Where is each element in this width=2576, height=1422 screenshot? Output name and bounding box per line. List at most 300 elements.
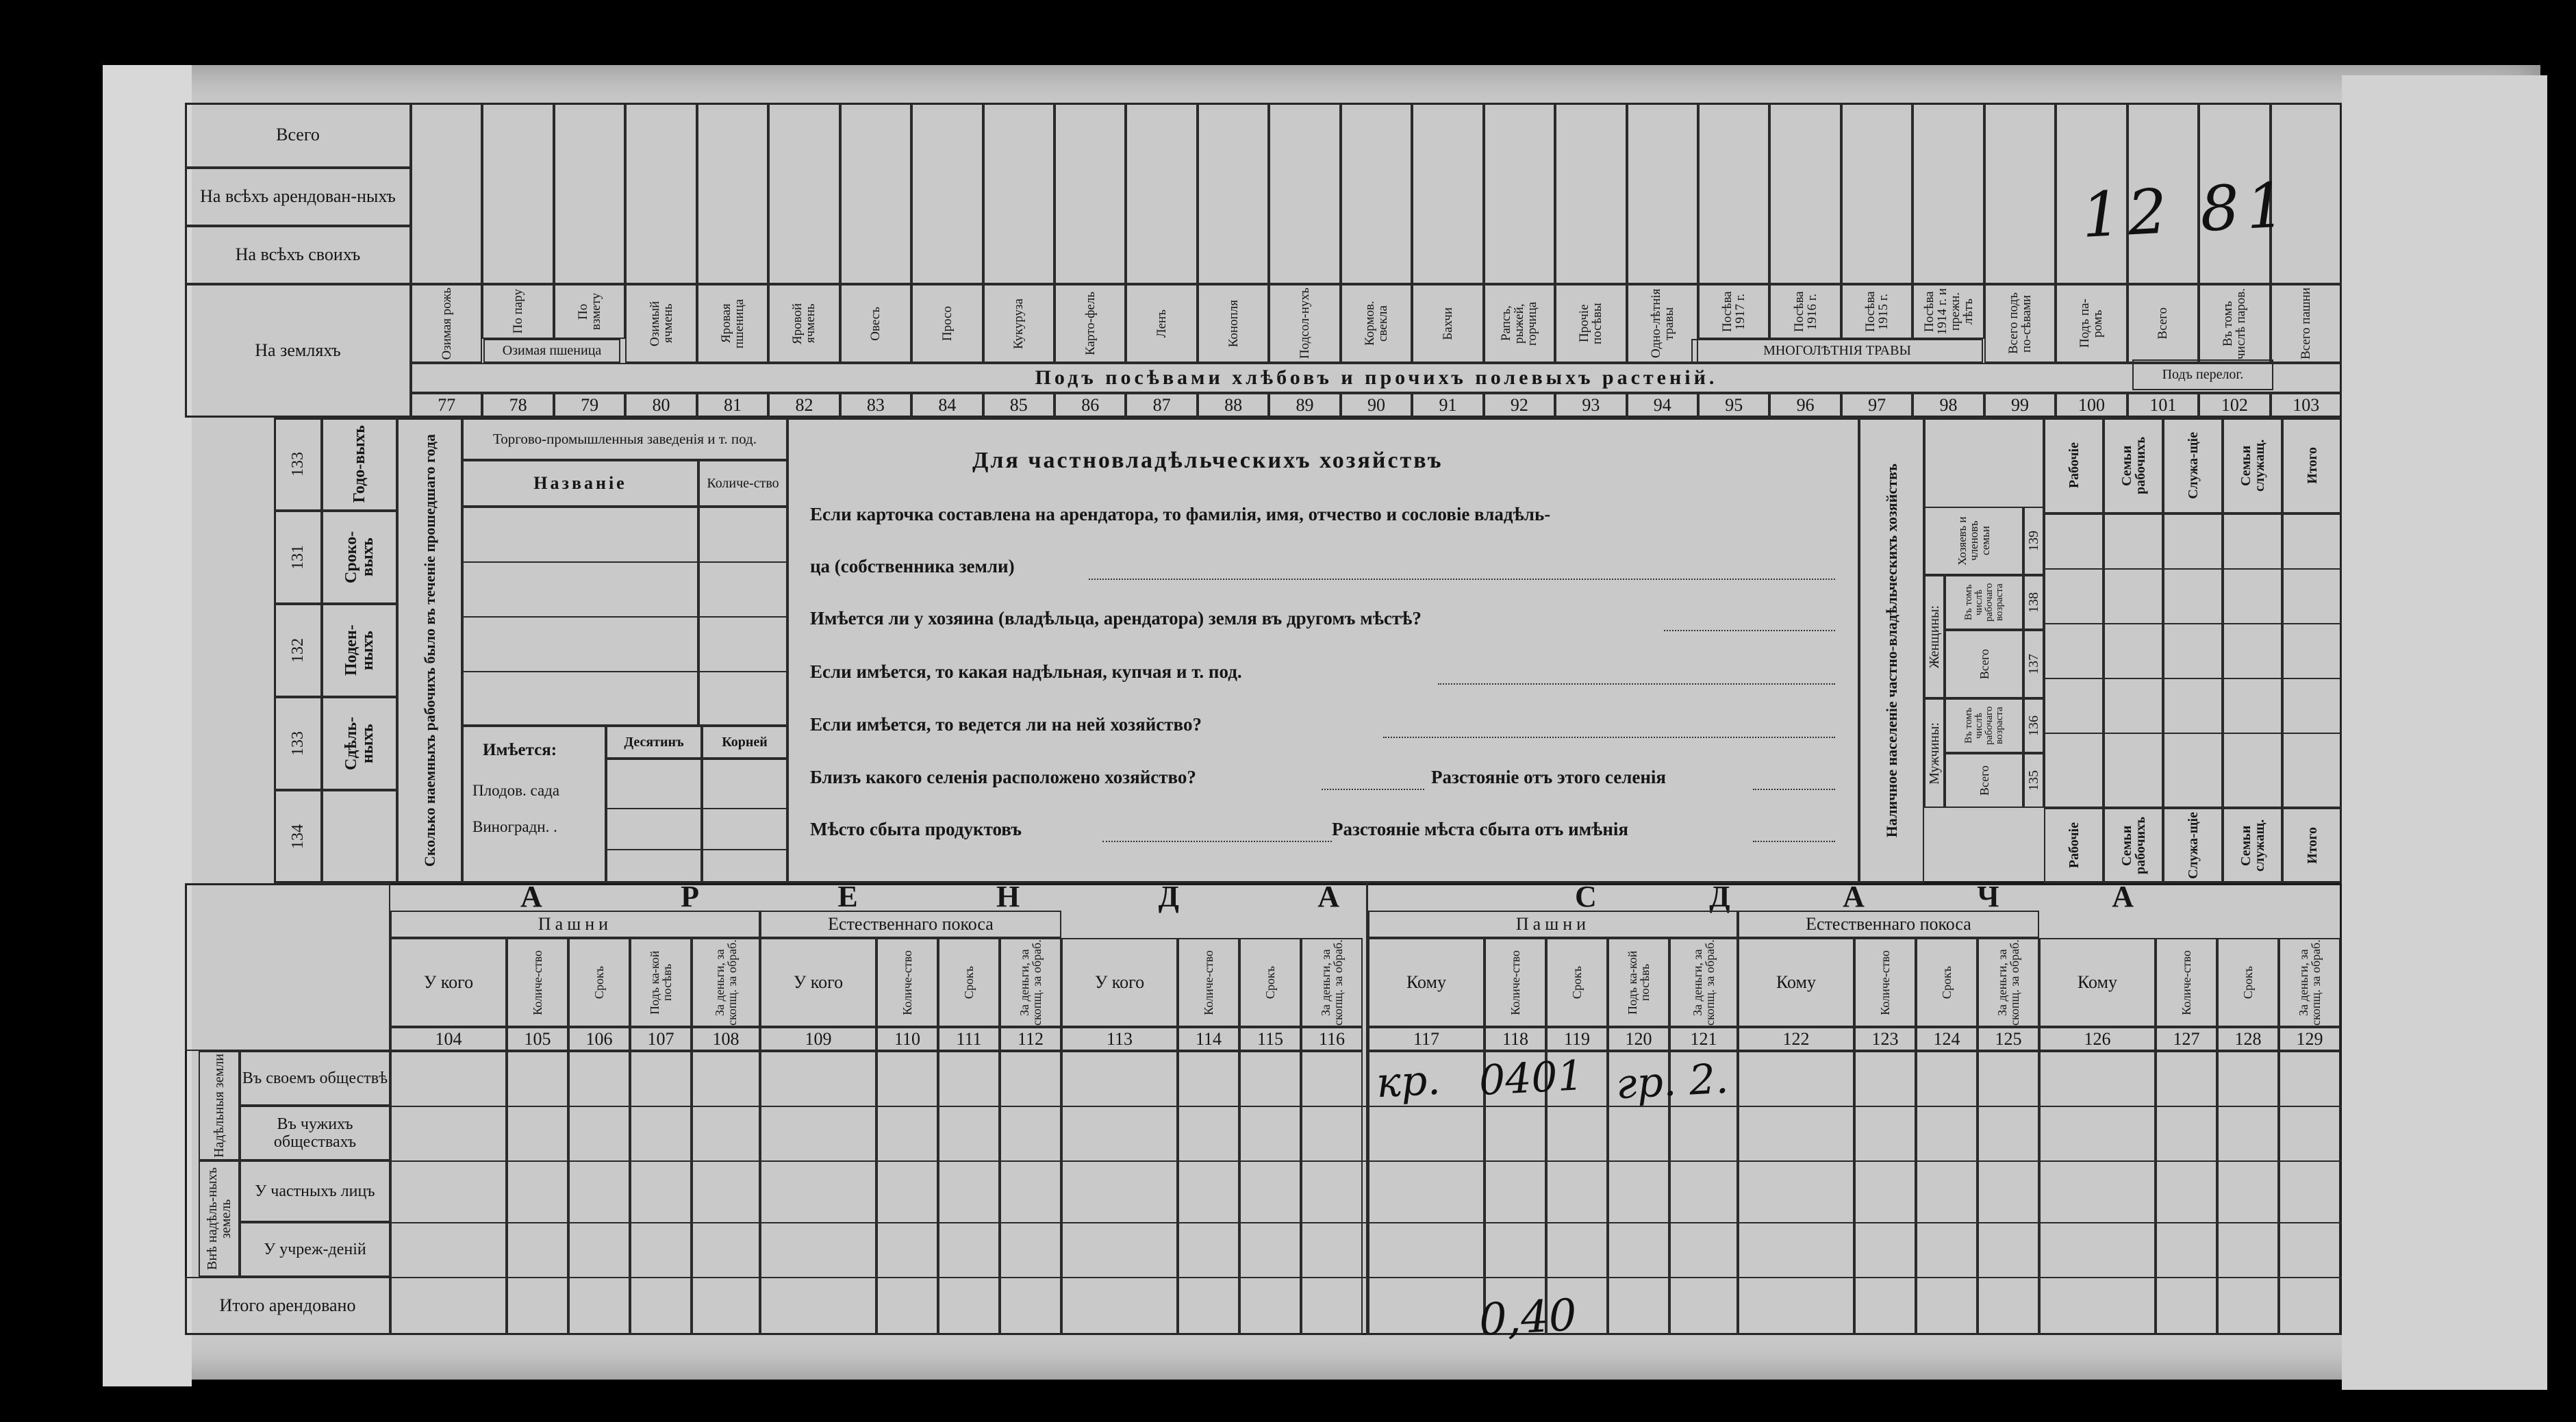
crop-number <box>911 393 983 418</box>
population-col-header <box>2163 418 2223 513</box>
private-line-1: Если карточка составлена на арендатора, то фамилія, имя, отчество и сословіе владѣль- <box>810 504 1551 524</box>
crop-number-text: 81 <box>723 395 742 415</box>
arenda-col-number-text: 112 <box>1017 1028 1044 1049</box>
crop-column <box>983 103 1055 284</box>
crop-header-text: Конопля <box>1226 299 1241 348</box>
crop-number <box>1769 393 1841 418</box>
arenda-col-header <box>568 938 630 1027</box>
paper-strip-left <box>103 65 192 1386</box>
crop-number <box>840 393 911 418</box>
arenda-col-number <box>1738 1027 1854 1051</box>
crop-header-text: Посѣва 1914 г. и прежн. лѣтъ <box>1921 288 1975 335</box>
population-total-label <box>1945 753 2023 808</box>
crop-number-text: 80 <box>652 395 670 415</box>
population-col-footer <box>2282 808 2342 883</box>
crop-number-text: 78 <box>509 395 527 415</box>
vineyard-label: Виноградн. . <box>472 818 557 835</box>
arenda-col-number <box>390 1027 507 1051</box>
arenda-col-number-text: 107 <box>647 1028 674 1049</box>
title-letter: С <box>1575 880 1600 913</box>
hozyaev-label <box>1924 507 2023 575</box>
title-letter: Н <box>996 880 1023 913</box>
title-letter: Е <box>837 880 861 913</box>
arenda-col-text: Кому <box>1406 972 1446 992</box>
pashni-text: Пашни <box>1515 913 1591 934</box>
trade-rule <box>462 671 787 672</box>
men-text: Мужчины: <box>1927 722 1942 785</box>
crop-header <box>1841 284 1912 339</box>
crop-number-text: 85 <box>1009 395 1028 415</box>
arenda-col-number-text: 106 <box>585 1028 613 1049</box>
crop-column <box>625 103 696 284</box>
crop-header-text: Просо <box>939 305 955 342</box>
crop-number <box>1841 393 1912 418</box>
worker-number <box>274 604 322 697</box>
private-line-7: Мѣсто сбыта продуктовъ <box>810 819 1022 839</box>
arenda-col-text: Подъ ка-кой посѣвъ <box>1626 950 1652 1015</box>
population-col-header <box>2104 418 2163 513</box>
arenda-row-text: Въ своемъ обществѣ <box>242 1069 388 1087</box>
crop-number-text: 101 <box>2149 395 2177 415</box>
crop-number-text: 103 <box>2293 395 2320 415</box>
arenda-row-label <box>240 1160 390 1222</box>
arenda-col-number-text: 113 <box>1106 1028 1133 1049</box>
crop-header <box>1912 284 1984 339</box>
crop-header <box>911 284 983 363</box>
arenda-col-number <box>2156 1027 2217 1051</box>
crop-column <box>1698 103 1769 284</box>
crop-header-text: Посѣва 1917 г. <box>1720 291 1748 332</box>
arenda-col-number-text: 104 <box>435 1028 462 1049</box>
arenda-col-number-text: 121 <box>1690 1028 1717 1049</box>
crop-column <box>1769 103 1841 284</box>
worker-number <box>274 418 322 511</box>
title-letter: Д <box>1158 880 1182 913</box>
private-line-2: ца (собственника земли) <box>810 556 1015 576</box>
trade-col-name <box>462 460 698 507</box>
crop-number <box>1269 393 1340 418</box>
population-number <box>2023 753 2044 808</box>
handwritten-entry-gr: гр. 2. <box>1615 1054 1730 1109</box>
arenda-col-number <box>1061 1027 1178 1051</box>
arenda-col-body <box>2039 1051 2156 1335</box>
crop-number <box>2056 393 2127 418</box>
arenda-row-label <box>240 1222 390 1277</box>
crop-column <box>840 103 911 284</box>
population-title <box>1859 418 1924 883</box>
pashni-header <box>390 911 760 938</box>
orchard-rule <box>606 808 787 809</box>
title-letter: А <box>520 880 545 913</box>
population-number <box>2023 698 2044 753</box>
crop-number-text: 100 <box>2078 395 2105 415</box>
arenda-col-number <box>1608 1027 1669 1051</box>
arenda-col-header <box>2039 938 2156 1027</box>
crop-column <box>1269 103 1340 284</box>
population-number-text: 138 <box>2026 592 2041 613</box>
arenda-col-text: Срокъ <box>1263 965 1277 1000</box>
crop-number <box>1484 393 1555 418</box>
crop-header-text: Озимый ячмень <box>647 301 675 346</box>
population-number-text: 135 <box>2026 770 2041 791</box>
private-line-6: Близъ какого селенія расположено хозяйство? <box>810 767 1196 787</box>
arenda-col-text: За деньги, за скопщ. за обраб. <box>1691 939 1717 1026</box>
private-line-5: Если имѣется, то ведется ли на ней хозяйство? <box>810 714 1202 735</box>
arenda-col-body <box>1978 1051 2039 1335</box>
population-col-body <box>2163 513 2223 808</box>
crop-header <box>2056 284 2127 363</box>
crop-header <box>1627 284 1698 363</box>
arenda-col-header <box>390 938 507 1027</box>
crop-header-text: Кукуруза <box>1011 298 1026 349</box>
crop-column <box>1484 103 1555 284</box>
pokos-text: Естественнаго покоса <box>1806 913 1971 934</box>
population-title-text: Наличное населеніе частно-владѣльческихъ хозяйствъ <box>1882 463 1900 838</box>
crop-number <box>983 393 1055 418</box>
arenda-col-number-text: 126 <box>2084 1028 2111 1049</box>
arenda-col-text: За деньги, за скопщ. за обраб. <box>1018 939 1044 1026</box>
total-rented-text: Итого арендовано <box>219 1295 356 1316</box>
crop-header <box>1412 284 1483 363</box>
arenda-col-text: Кому <box>2077 972 2117 992</box>
crop-column <box>411 103 482 284</box>
crop-number <box>1341 393 1412 418</box>
arenda-col-number <box>760 1027 876 1051</box>
crop-number-text: 90 <box>1367 395 1385 415</box>
crop-number-text: 77 <box>438 395 456 415</box>
arenda-col-number-text: 123 <box>1871 1028 1899 1049</box>
arenda-col-body <box>938 1051 1000 1335</box>
arenda-col-text: Срокъ <box>1940 965 1954 1000</box>
arenda-col-header <box>507 938 568 1027</box>
handwritten-entry-number: 0401 <box>1478 1052 1585 1105</box>
arenda-row-rule <box>390 1106 2342 1107</box>
group-a-label <box>199 1051 240 1160</box>
crop-number <box>1984 393 2056 418</box>
crop-header-text: Озимая рожь <box>439 287 454 360</box>
crop-number <box>1627 393 1698 418</box>
arenda-col-body <box>1854 1051 1916 1335</box>
arenda-col-header <box>1854 938 1916 1027</box>
arenda-title <box>520 879 1342 914</box>
crops-banner <box>411 363 2342 393</box>
arenda-col-text: Срокъ <box>2241 965 2255 1000</box>
crop-header <box>1269 284 1340 363</box>
arenda-col-text: Количе-ство <box>1202 950 1215 1015</box>
crop-column <box>1627 103 1698 284</box>
crop-number-text: 91 <box>1439 395 1457 415</box>
worker-number <box>274 697 322 790</box>
market-fill-line <box>1102 841 1332 842</box>
crop-column <box>1126 103 1197 284</box>
crop-number-text: 86 <box>1081 395 1100 415</box>
population-col-text: Рабочіе <box>2066 442 2082 489</box>
pokos-header <box>760 911 1061 938</box>
arenda-col-body <box>876 1051 938 1335</box>
arenda-col-header <box>1669 938 1738 1027</box>
arenda-col-text: Подъ ка-кой посѣвъ <box>648 950 674 1015</box>
arenda-row-label <box>240 1106 390 1160</box>
population-number-text: 136 <box>2026 715 2041 736</box>
worker-label-text: Годо-выхъ <box>351 425 368 503</box>
trade-col-name-text: Названіе <box>533 472 627 493</box>
crop-header-text: Яровой ячмень <box>790 303 818 344</box>
trade-title-text: Торгово-промышленныя заведенія и т. под. <box>493 430 757 447</box>
hozyaev-text: Хозяевъ и членовъ семьи <box>1956 516 1992 566</box>
farming-fill-line <box>1383 737 1835 738</box>
population-col-header <box>2282 418 2342 513</box>
title-letter: Ч <box>1977 880 2002 913</box>
crop-number <box>2271 393 2342 418</box>
arenda-col-header <box>2156 938 2217 1027</box>
crop-number-text: 102 <box>2221 395 2248 415</box>
title-letter: А <box>1843 880 1867 913</box>
population-rule <box>2044 678 2342 679</box>
banner-text: Подъ посѣвами хлѣбовъ и прочихъ полевыхъ растеній. <box>1035 366 1718 389</box>
crop-number-text: 89 <box>1296 395 1314 415</box>
crop-number-text: 84 <box>938 395 957 415</box>
crop-header <box>2199 284 2270 363</box>
pod-perelog-span <box>2132 359 2273 390</box>
arenda-col-header <box>938 938 1000 1027</box>
arenda-col-body <box>2156 1051 2217 1335</box>
group-b-text: Внѣ надѣль-ныхъ земель <box>205 1167 233 1270</box>
crop-header <box>1555 284 1626 363</box>
pshenitsa-span <box>483 339 620 363</box>
arenda-col-number-text: 109 <box>805 1028 832 1049</box>
mnogoletnie-text: МНОГОЛѢТНІЯ ТРАВЫ <box>1763 343 1911 358</box>
worker-label <box>322 418 397 511</box>
crop-header-text: Всего <box>2156 307 2171 340</box>
arenda-col-header <box>1738 938 1854 1027</box>
land-type-fill-line <box>1438 683 1835 685</box>
crop-header <box>2271 284 2342 363</box>
arenda-col-number <box>876 1027 938 1051</box>
arenda-col-number-text: 111 <box>956 1028 982 1049</box>
row-label-text: На всѣхъ своихъ <box>235 244 361 265</box>
arenda-col-text: Срокъ <box>1570 965 1584 1000</box>
arenda-col-body <box>568 1051 630 1335</box>
arenda-col-number-text: 122 <box>1782 1028 1810 1049</box>
crop-header <box>1769 284 1841 339</box>
arenda-row-text: Въ чужихъ обществахъ <box>273 1115 357 1151</box>
arenda-row-rule <box>390 1222 2342 1223</box>
crop-number <box>482 393 553 418</box>
arenda-col-header <box>1485 938 1546 1027</box>
arenda-col-text: Количе-ство <box>1508 950 1522 1015</box>
arenda-col-body <box>1301 1051 1363 1335</box>
crop-header <box>625 284 696 363</box>
crop-header-text: Въ томъ числѣ паров. <box>2221 288 2249 359</box>
arenda-col-number <box>938 1027 1000 1051</box>
crop-header <box>1698 284 1769 339</box>
population-col-text: Итого <box>2304 827 2320 864</box>
crop-column <box>1341 103 1412 284</box>
imeetsya-label: Имѣется: <box>483 741 557 759</box>
population-number-text: 137 <box>2026 654 2041 674</box>
crop-column <box>1841 103 1912 284</box>
crop-header-text: Посѣва 1915 г. <box>1863 291 1891 332</box>
distance-village-fill-line <box>1753 789 1835 790</box>
crop-column <box>1555 103 1626 284</box>
crop-column <box>1055 103 1126 284</box>
worker-label <box>322 604 397 697</box>
arenda-col-header <box>2279 938 2340 1027</box>
row-label-total <box>185 103 411 168</box>
arenda-col-text: Количе-ство <box>1878 950 1892 1015</box>
arenda-row-text: У частныхъ лицъ <box>255 1182 375 1200</box>
arenda-col-number-text: 117 <box>1413 1028 1440 1049</box>
population-col-text: Семьи рабочихъ <box>2119 436 2148 495</box>
crop-number-text: 96 <box>1796 395 1815 415</box>
men-label <box>1924 698 1945 808</box>
arenda-col-number <box>2279 1027 2340 1051</box>
arenda-col-body <box>1916 1051 1978 1335</box>
population-col-text: Итого <box>2304 447 2320 484</box>
private-line-3: Имѣется ли у хозяина (владѣльца, арендатора) земля въ другомъ мѣстѣ? <box>810 608 1422 629</box>
crop-header-text: Всего подъ по-сѣвами <box>2006 292 2034 355</box>
arenda-col-number-text: 108 <box>712 1028 740 1049</box>
row-label-own <box>185 226 411 284</box>
crop-header-text: Овесъ <box>868 306 883 341</box>
arenda-col-text: Количе-ство <box>2180 950 2193 1015</box>
arenda-col-header <box>1368 938 1485 1027</box>
crop-number <box>554 393 625 418</box>
other-land-fill-line <box>1664 630 1835 631</box>
pokos-text: Естественнаго покоса <box>828 913 994 934</box>
group-b-label <box>199 1160 240 1277</box>
population-col-text: Семьи служащ. <box>2238 439 2267 492</box>
arenda-col-text: У кого <box>1094 972 1145 992</box>
row-label-lands <box>185 284 411 418</box>
handwritten-corner-number: 12 81 <box>2080 169 2295 252</box>
arenda-col-header <box>1916 938 1978 1027</box>
arenda-col-header <box>1239 938 1301 1027</box>
arenda-col-number <box>1368 1027 1485 1051</box>
arenda-col-header <box>1301 938 1363 1027</box>
population-col-body <box>2104 513 2163 808</box>
crop-header-text: Прочіе посѣвы <box>1577 303 1605 344</box>
crop-number <box>768 393 839 418</box>
crop-header <box>482 284 553 339</box>
row-label-rented <box>185 168 411 226</box>
crop-number-text: 87 <box>1152 395 1171 415</box>
crop-number <box>1698 393 1769 418</box>
crop-header-text: Ленъ <box>1154 309 1170 338</box>
workers-title <box>397 418 462 883</box>
trade-title <box>462 418 787 460</box>
arenda-col-body <box>1061 1051 1178 1335</box>
desyatin-body <box>606 759 702 883</box>
crop-number <box>1126 393 1197 418</box>
population-col-body <box>2044 513 2104 808</box>
crop-header-text: Рапсъ, рыжей, горчица <box>1499 301 1540 346</box>
worker-number-text: 132 <box>289 638 307 663</box>
orchard-label: Плодов. сада <box>472 782 560 799</box>
arenda-col-body <box>507 1051 568 1335</box>
arenda-col-text: За деньги, за скопщ. за обраб. <box>1319 939 1345 1026</box>
arenda-col-number <box>507 1027 568 1051</box>
korney-col <box>702 726 787 759</box>
population-total-text: Всего <box>1977 648 1991 680</box>
population-rule <box>2044 568 2342 570</box>
working-age-text: Въ томъ числѣ рабочаго возраста <box>1962 583 2005 622</box>
arenda-col-number <box>1916 1027 1978 1051</box>
crop-header <box>1341 284 1412 363</box>
private-line-4: Если имѣется, то какая надѣльная, купчая и т. под. <box>810 661 1242 682</box>
crop-number <box>1198 393 1269 418</box>
crop-header <box>983 284 1055 363</box>
population-col-text: Служа-щіе <box>2185 812 2201 879</box>
population-number-text: 139 <box>2026 531 2041 551</box>
crop-column <box>768 103 839 284</box>
crop-header-text: По пару <box>511 289 526 334</box>
arenda-col-number-text: 127 <box>2173 1028 2200 1049</box>
arenda-col-number <box>1301 1027 1363 1051</box>
crop-header <box>411 284 482 363</box>
arenda-col-body <box>692 1051 760 1335</box>
arenda-col-number-text: 120 <box>1625 1028 1652 1049</box>
crop-number-text: 92 <box>1510 395 1528 415</box>
pod-perelog-text: Подъ перелог. <box>2162 367 2244 382</box>
crop-number <box>697 393 768 418</box>
population-number <box>2023 575 2044 630</box>
arenda-col-body <box>2217 1051 2279 1335</box>
arenda-col-text: У кого <box>423 972 474 992</box>
women-label <box>1924 575 1945 698</box>
crop-number-text: 82 <box>795 395 813 415</box>
crop-number-text: 93 <box>1582 395 1600 415</box>
arenda-col-header <box>760 938 876 1027</box>
arenda-col-number-text: 116 <box>1318 1028 1346 1049</box>
crop-column <box>1912 103 1984 284</box>
crop-column <box>1984 103 2056 284</box>
population-col-text: Служа-щіе <box>2185 432 2201 499</box>
crop-number <box>2199 393 2270 418</box>
working-age-label <box>1945 575 2023 630</box>
pashni-text: Пашни <box>538 913 613 934</box>
crop-number-text: 95 <box>1725 395 1743 415</box>
population-col-footer <box>2044 808 2104 883</box>
crop-number <box>625 393 696 418</box>
arenda-col-number <box>1485 1027 1546 1051</box>
crop-number <box>411 393 482 418</box>
crop-number-text: 98 <box>1939 395 1958 415</box>
worker-label-text: Сроко-выхъ <box>342 531 377 584</box>
arenda-col-header <box>1546 938 1608 1027</box>
crop-header-text: Одно-лѣтнія травы <box>1648 288 1676 359</box>
crop-header <box>554 284 625 339</box>
korney-text: Корней <box>722 734 768 750</box>
arenda-col-number-text: 118 <box>1502 1028 1529 1049</box>
arenda-row-text: У учреж-деній <box>264 1240 366 1258</box>
arenda-col-number-text: 128 <box>2234 1028 2262 1049</box>
population-number <box>2023 507 2044 575</box>
population-col-body <box>2282 513 2342 808</box>
crop-number-text: 99 <box>2010 395 2029 415</box>
crop-header <box>1055 284 1126 363</box>
women-text: Женщины: <box>1927 605 1942 669</box>
arenda-col-header <box>1061 938 1178 1027</box>
population-col-text: Семьи рабочихъ <box>2119 816 2148 875</box>
worker-number-text: 131 <box>289 545 307 570</box>
private-title: Для частновладѣльческихъ хозяйствъ <box>972 448 1443 473</box>
mnogoletnie-span <box>1691 339 1983 363</box>
title-letter: А <box>2112 880 2136 913</box>
population-col-header <box>2044 418 2104 513</box>
worker-label-text: Поден-ныхъ <box>342 624 377 676</box>
arenda-row-label <box>240 1051 390 1106</box>
